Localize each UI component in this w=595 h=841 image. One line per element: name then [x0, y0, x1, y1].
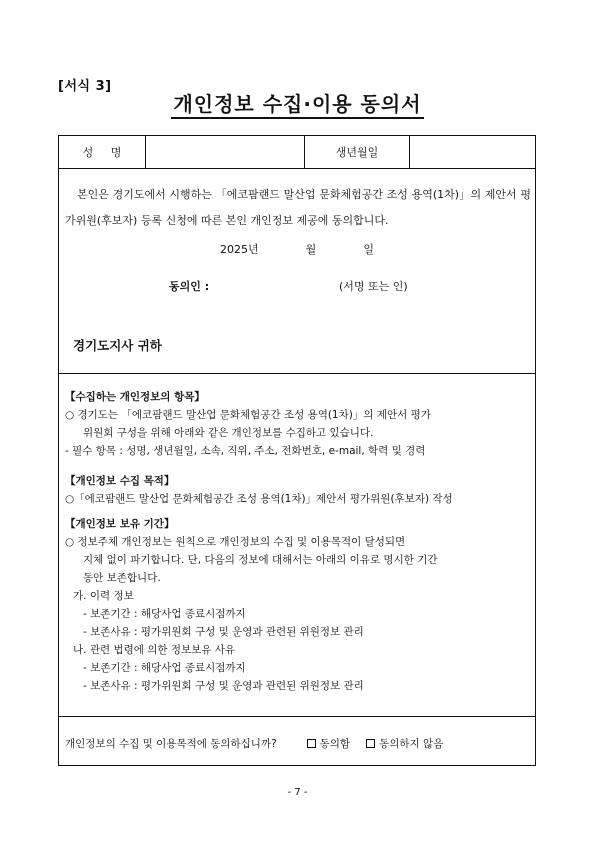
retention-line: 동안 보존합니다.	[83, 572, 161, 584]
items-line: - 필수 항목 : 성명, 생년월일, 소속, 직위, 주소, 전화번호, e-mail, 학력 및 경력	[65, 445, 426, 457]
name-label: 성 명	[82, 146, 122, 159]
header-row-divider	[59, 168, 535, 169]
agree-label: 동의함	[319, 738, 351, 750]
retention-line: 지체 없이 파기합니다. 단, 다음의 정보에 대해서는 아래의 이유로 명시한 기간	[83, 554, 438, 566]
document-title	[0, 88, 595, 117]
retention-na-reason: - 보존사유 : 평가위원회 구성 및 운영과 관련된 위원정보 관리	[83, 680, 364, 692]
retention-period-section	[65, 515, 533, 695]
agree-checkbox[interactable]	[307, 739, 316, 748]
collection-purpose-section	[65, 472, 533, 508]
addressee: 경기도지사 귀하	[73, 338, 162, 353]
retention-ga-period: - 보존기간 : 해당사업 종료시점까지	[83, 608, 246, 620]
purpose-heading: 【개인정보 수집 목적】	[65, 475, 175, 487]
collection-items-section	[65, 388, 533, 460]
date-year: 2025년	[220, 243, 259, 256]
retention-item-na: 나. 관련 법령에 의한 정보보유 사유	[73, 644, 236, 656]
signer-label	[169, 278, 209, 294]
purpose-line: ○「에코팜랜드 말산업 문화체험공간 조성 용역(1차)」제안서 평가위원(후보자) 작성	[65, 493, 453, 505]
items-line: ○ 경기도는 「에코팜랜드 말산업 문화체험공간 조성 용역(1차)」의 제안서 평가	[65, 409, 431, 421]
page-number: - 7 -	[287, 787, 308, 798]
form-number-label: [서식 3]	[58, 79, 112, 94]
retention-ga-reason: - 보존사유 : 평가위원회 구성 및 운영과 관련된 위원정보 관리	[83, 626, 364, 638]
retention-na-period: - 보존기간 : 해당사업 종료시점까지	[83, 662, 246, 674]
signer-label-text: 동의인 :	[169, 280, 210, 293]
date-month: 월	[305, 243, 317, 256]
consent-form-frame	[58, 135, 536, 766]
retention-heading: 【개인정보 보유 기간】	[65, 518, 175, 530]
birth-date-label: 생년월일	[335, 146, 379, 159]
disagree-label: 동의하지 않음	[379, 738, 444, 750]
birth-date-field[interactable]	[410, 136, 535, 168]
consent-statement: 본인은 경기도에서 시행하는 「에코팜랜드 말산업 문화체험공간 조성 용역(1차)」의 제안서 평가위원(후보자) 등록 신청에 따른 본인 개인정보 제공에 동의합니다.	[65, 188, 531, 227]
agreement-question: 개인정보의 수집 및 이용목적에 동의하십니까?	[65, 738, 277, 750]
disagree-checkbox[interactable]	[366, 739, 375, 748]
items-line: 위원회 구성을 위해 아래와 같은 개인정보를 수집하고 있습니다.	[83, 427, 374, 439]
date-day: 일	[363, 243, 374, 256]
agreement-divider	[59, 716, 535, 717]
signature-note: (서명 또는 인)	[339, 280, 408, 293]
name-field[interactable]	[146, 136, 304, 168]
retention-item-ga: 가. 이력 정보	[73, 590, 134, 602]
date-row	[59, 241, 535, 257]
retention-line: ○ 정보주체 개인정보는 원칙으로 개인정보의 수집 및 이용목적이 달성되면	[65, 536, 406, 548]
info-section-divider	[59, 373, 535, 374]
items-heading: 【수집하는 개인정보의 항목】	[65, 391, 205, 403]
document-title-text: 개인정보 수집·이용 동의서	[171, 92, 423, 119]
agreement-row	[65, 736, 443, 751]
